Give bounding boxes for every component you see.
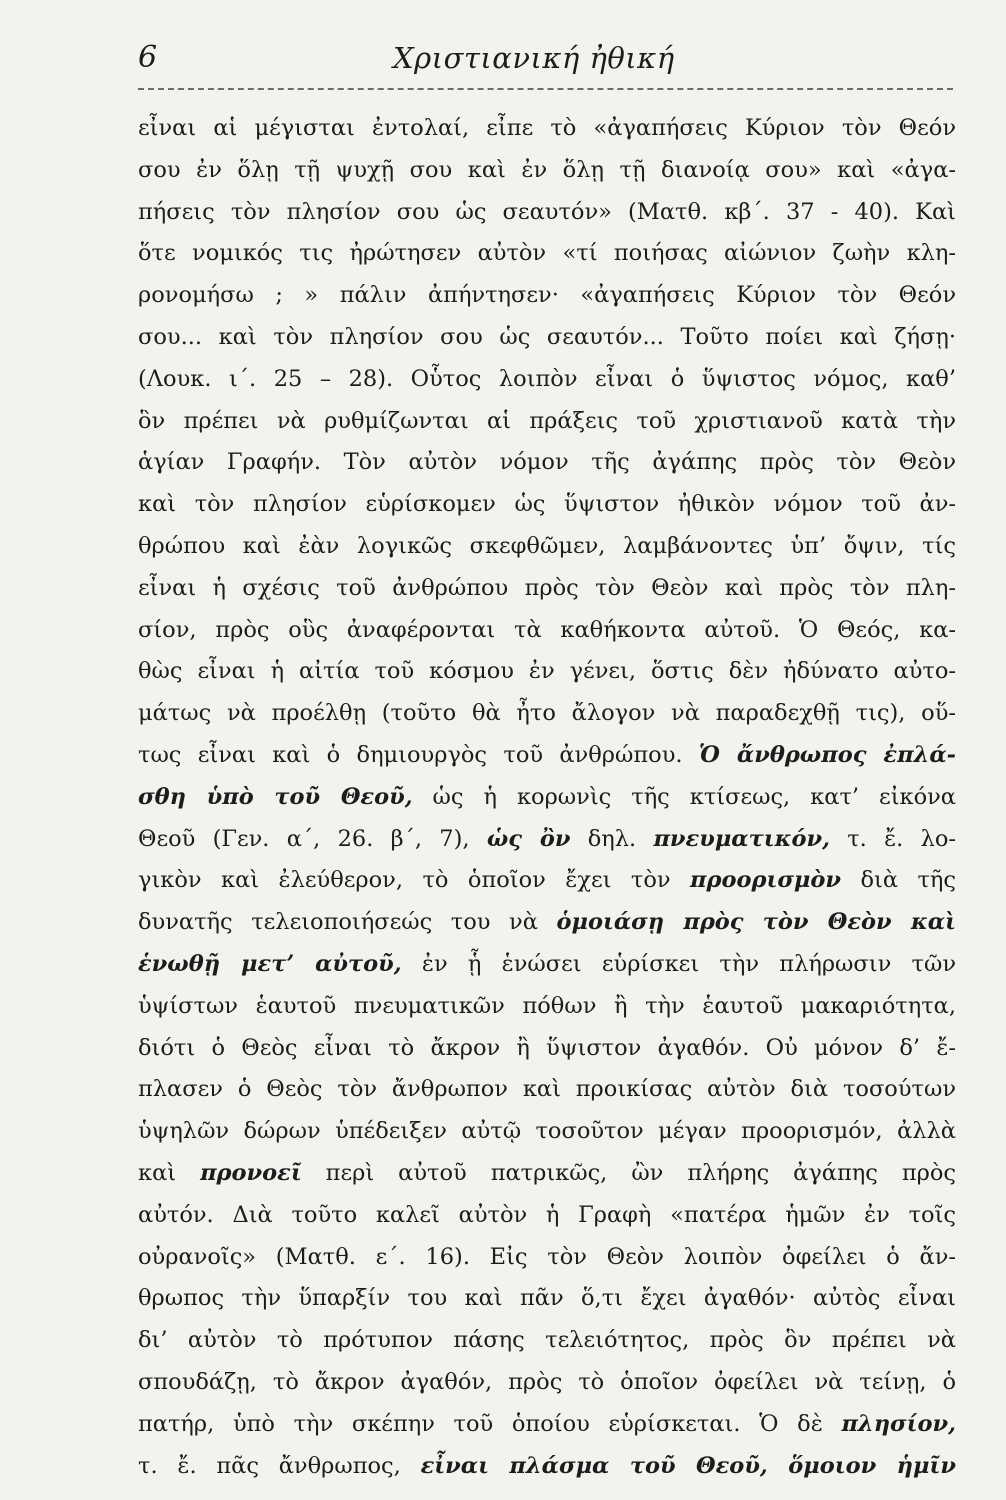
text-segment: διότι ὁ Θεὸς εἶναι τὸ ἄκρον ἢ ὕψιστον ἀγαθόν. Οὐ μόνον δ’ ἔ- (138, 1034, 956, 1061)
text-line (138, 275, 956, 317)
text-line (138, 233, 956, 275)
text-line (138, 1195, 956, 1237)
text-segment: σίον, πρὸς οὓς ἀναφέρονται τὰ καθήκοντα αὐτοῦ. Ὁ Θεός, κα- (138, 616, 956, 643)
text-segment: πατήρ, ὑπὸ τὴν σκέπην τοῦ ὁποίου εὑρίσκεται. Ὁ δὲ (138, 1410, 842, 1437)
text-segment: εἶναι ἡ σχέσις τοῦ ἀνθρώπου πρὸς τὸν Θεὸν καὶ πρὸς τὸν πλη- (138, 574, 956, 601)
text-line (138, 526, 956, 568)
text-line (138, 1111, 956, 1153)
text-segment: (Λουκ. ι΄. 25 – 28). Οὗτος λοιπὸν εἶναι ὁ ὕψιστος νόμος, καθ’ (138, 365, 956, 392)
text-segment: ὃν πρέπει νὰ ρυθμίζωνται αἱ πράξεις τοῦ χριστιανοῦ κατὰ τὴν (138, 407, 956, 434)
text-segment: καὶ τὸν πλησίον εὑρίσκομεν ὡς ὕψιστον ἠθικὸν νόμον τοῦ ἀν- (138, 491, 956, 518)
text-segment: θρώπου καὶ ἐὰν λογικῶς σκεφθῶμεν, λαμβάνοντες ὑπ’ ὄψιν, τίς (138, 532, 956, 559)
emphasized-text: εἶναι πλάσμα τοῦ Θεοῦ, ὅμοιον ἡμῖν (420, 1452, 956, 1479)
text-segment: γικὸν καὶ ἐλεύθερον, τὸ ὁποῖον ἔχει τὸν (138, 867, 691, 894)
text-segment: σου ἐν ὅλῃ τῇ ψυχῇ σου καὶ ἐν ὅλῃ τῇ διανοίᾳ σου» καὶ «ἀγα- (138, 156, 956, 183)
text-segment: ἁγίαν Γραφήν. Τὸν αὐτὸν νόμον τῆς ἀγάπης πρὸς τὸν Θεὸν (138, 449, 956, 476)
text-segment: αὐτόν. Διὰ τοῦτο καλεῖ αὐτὸν ἡ Γραφὴ «πατέρα ἡμῶν ἐν τοῖς (138, 1201, 956, 1228)
text-line (138, 568, 956, 610)
emphasized-text: σθη ὑπὸ τοῦ Θεοῦ, (138, 783, 413, 810)
text-line (138, 442, 956, 484)
text-segment: οὐρανοῖς» (Ματθ. ε΄. 16). Εἰς τὸν Θεὸν λοιπὸν ὀφείλει ὁ ἄν- (138, 1243, 956, 1270)
header-divider (138, 88, 953, 90)
emphasized-text: ὡς ὂν (486, 825, 571, 852)
text-line (138, 359, 956, 401)
text-line (138, 944, 956, 986)
text-segment: περὶ αὐτοῦ πατρικῶς, ὢν πλήρης ἀγάπης πρὸς (301, 1159, 957, 1186)
text-segment: ὑψηλῶν δώρων ὑπέδειξεν αὐτῷ τοσοῦτον μέγαν προορισμόν, ἀλλὰ (138, 1118, 956, 1145)
page-number: 6 (138, 40, 158, 75)
text-segment: τως εἶναι καὶ ὁ δημιουργὸς τοῦ ἀνθρώπου. (138, 741, 699, 768)
text-line (138, 1237, 956, 1279)
text-segment: καὶ (138, 1159, 201, 1186)
text-segment: μάτως νὰ προέλθῃ (τοῦτο θὰ ἦτο ἄλογον νὰ παραδεχθῇ τις), οὕ- (138, 700, 956, 727)
text-segment: ὡς ἡ κορωνὶς τῆς κτίσεως, κατ’ εἰκόνα (412, 783, 957, 810)
text-line (138, 1362, 956, 1404)
text-segment: θρωπος τὴν ὕπαρξίν του καὶ πᾶν ὅ,τι ἔχει ἀγαθόν· αὐτὸς εἶναι (138, 1285, 956, 1312)
text-segment: δηλ. (570, 825, 654, 852)
text-segment: δυνατῆς τελειοποιήσεώς του νὰ (138, 909, 557, 936)
text-segment: σπουδάζῃ, τὸ ἄκρον ἀγαθόν, πρὸς τὸ ὁποῖον ὀφείλει νὰ τείνῃ, ὁ (138, 1368, 956, 1395)
emphasized-text: προορισμὸν (690, 867, 842, 894)
text-line (138, 317, 956, 359)
text-line (138, 150, 956, 192)
text-line (138, 819, 956, 861)
text-segment: τ. ἔ. πᾶς ἄνθρωπος, (138, 1452, 421, 1479)
text-segment: τ. ἔ. λο- (829, 825, 956, 852)
text-segment: σου... καὶ τὸν πλησίον σου ὡς σεαυτόν... Τοῦτο ποίει καὶ ζήσῃ· (138, 323, 956, 350)
text-line (138, 192, 956, 234)
text-segment: ὑψίστων ἑαυτοῦ πνευματικῶν πόθων ἢ τὴν ἑαυτοῦ μακαριότητα, (138, 992, 956, 1019)
text-line (138, 735, 956, 777)
text-line (138, 860, 956, 902)
text-line (138, 986, 956, 1028)
text-line (138, 1153, 956, 1195)
emphasized-text: Ὁ ἄνθρωπος ἐπλά- (698, 741, 956, 768)
emphasized-text: ὁμοιάσῃ πρὸς τὸν Θεὸν καὶ (556, 909, 956, 936)
text-segment: πήσεις τὸν πλησίον σου ὡς σεαυτόν» (Ματθ. κβ΄. 37 - 40). Καὶ (138, 198, 956, 225)
text-line (138, 693, 956, 735)
body-text (138, 108, 956, 1487)
text-segment: Θεοῦ (Γεν. α΄, 26. β΄, 7), (138, 825, 487, 852)
page-header (138, 38, 953, 88)
text-line (138, 1320, 956, 1362)
text-line (138, 1446, 956, 1488)
text-segment: εἶναι αἱ μέγισται ἐντολαί, εἶπε τὸ «ἀγαπήσεις Κύριον τὸν Θεόν (138, 115, 956, 141)
text-line (138, 777, 956, 819)
text-line (138, 401, 956, 443)
text-line (138, 1069, 956, 1111)
text-line (138, 1278, 956, 1320)
text-segment: διὰ τῆς (841, 867, 957, 894)
text-line (138, 651, 956, 693)
text-line (138, 1028, 956, 1070)
text-segment: ἐν ᾗ ἑνώσει εὑρίσκει τὴν πλήρωσιν τῶν (401, 950, 956, 977)
text-line (138, 610, 956, 652)
text-segment: πλασεν ὁ Θεὸς τὸν ἄνθρωπον καὶ προικίσας αὐτὸν διὰ τοσούτων (138, 1076, 956, 1103)
text-line (138, 484, 956, 526)
text-segment: ρονομήσω ; » πάλιν ἀπήντησεν· «ἀγαπήσεις Κύριον τὸν Θεόν (138, 282, 956, 309)
text-line (138, 1404, 956, 1446)
text-line (138, 902, 956, 944)
emphasized-text: ἑνωθῇ μετ’ αὐτοῦ, (138, 950, 402, 977)
emphasized-text: προνοεῖ (200, 1159, 302, 1186)
text-segment: ὅτε νομικός τις ἠρώτησεν αὐτὸν «τί ποιήσας αἰώνιον ζωὴν κλη- (138, 240, 956, 267)
running-title: Χριστιανική ἠθική (393, 41, 675, 75)
emphasized-text: πλησίον, (841, 1410, 956, 1437)
text-segment: θὼς εἶναι ἡ αἰτία τοῦ κόσμου ἐν γένει, ὅστις δὲν ἠδύνατο αὐτο- (138, 658, 956, 685)
text-segment: δι’ αὐτὸν τὸ πρότυπον πάσης τελειότητος, πρὸς ὃν πρέπει νὰ (138, 1327, 956, 1354)
emphasized-text: πνευματικόν, (653, 825, 830, 852)
text-line (138, 108, 956, 150)
